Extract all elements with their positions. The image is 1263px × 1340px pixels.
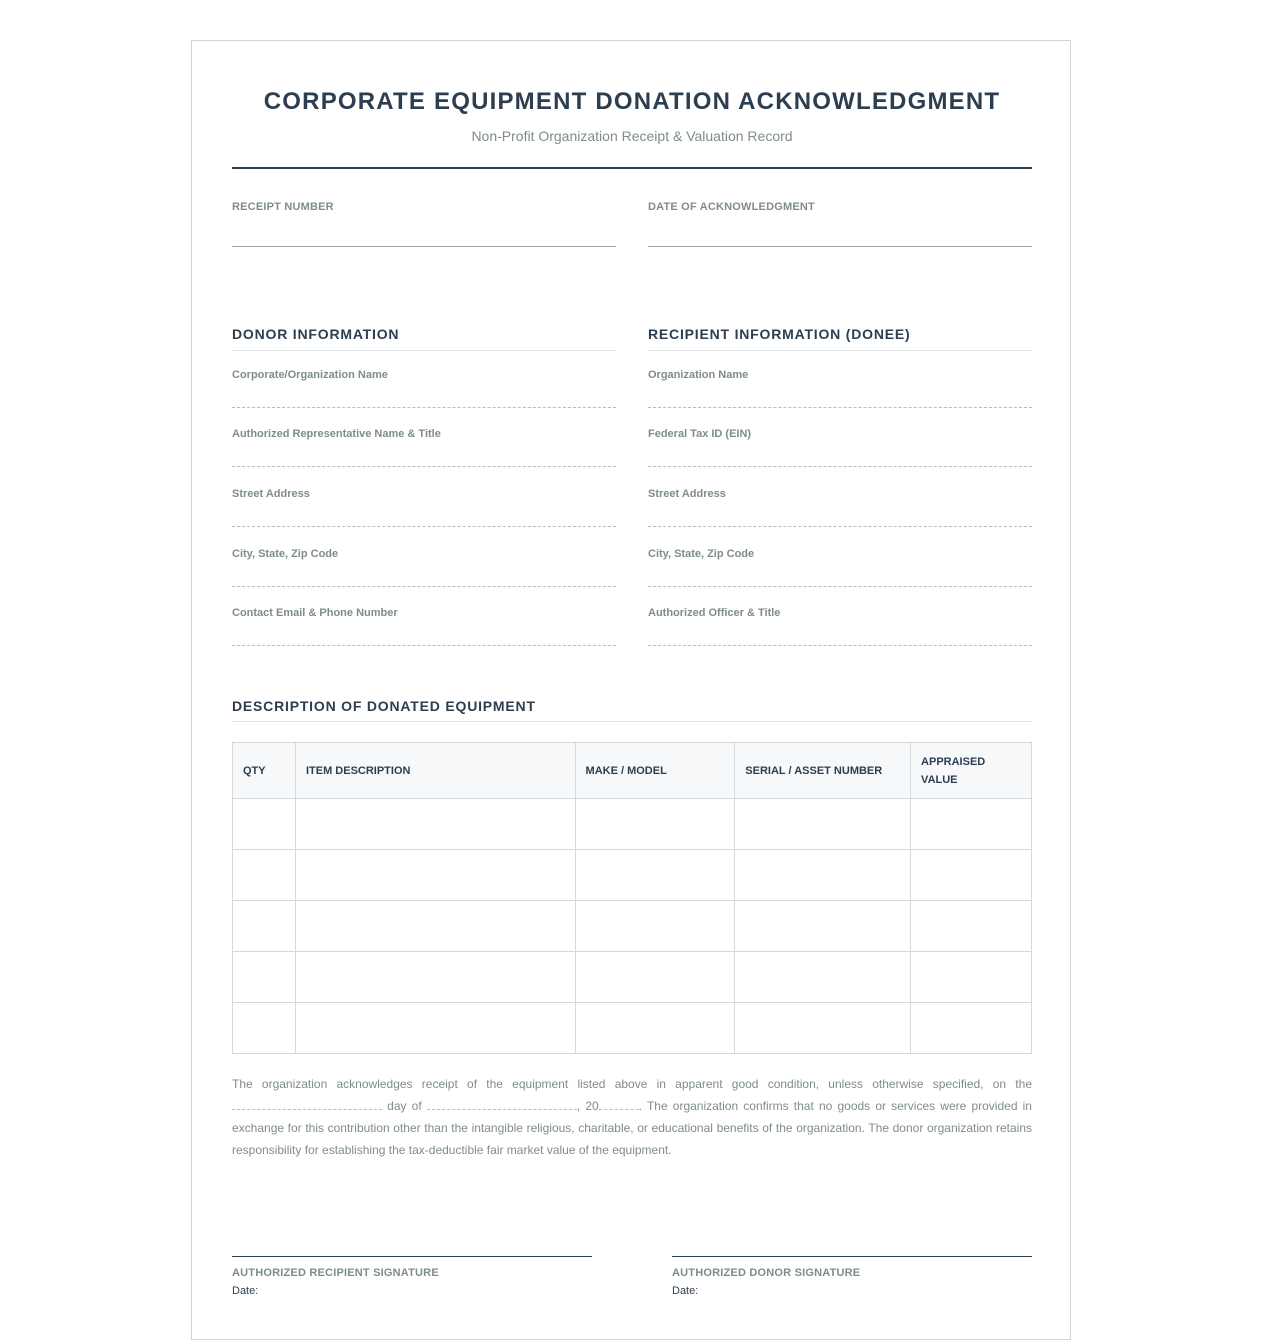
table-cell[interactable]	[295, 799, 575, 850]
recipient-signature-block[interactable]	[232, 1256, 592, 1297]
table-cell[interactable]	[233, 850, 296, 901]
acknowledgment-text-part2: . The organization confirms that no goods or services were provided in exchange for this contribution other than the intangible religious, charitable, or educational benefits of the organization. The donor organization retains responsibility for establishing the tax-deductible fair market value of the equipment.	[232, 1099, 1032, 1157]
table-cell[interactable]	[295, 850, 575, 901]
donor-contact-field[interactable]	[232, 607, 616, 667]
column-header-item-description: ITEM DESCRIPTION	[295, 743, 575, 799]
donor-street-address-field[interactable]	[232, 488, 616, 548]
recipient-signature-label: AUTHORIZED RECIPIENT SIGNATURE	[232, 1267, 439, 1279]
field-label: Street Address	[232, 488, 310, 500]
date-of-acknowledgment-label: DATE OF ACKNOWLEDGMENT	[648, 201, 815, 213]
day-of-text: day of	[387, 1099, 422, 1113]
receipt-number-line	[232, 246, 616, 247]
year-blank[interactable]	[599, 1095, 639, 1110]
recipient-street-address-field[interactable]	[648, 488, 1032, 548]
table-cell[interactable]	[295, 1003, 575, 1054]
donor-city-state-zip-field[interactable]	[232, 548, 616, 608]
table-cell[interactable]	[735, 901, 911, 952]
recipient-section-divider	[648, 350, 1032, 351]
field-label: Authorized Representative Name & Title	[232, 428, 441, 440]
table-row	[233, 901, 1032, 952]
recipient-city-state-zip-field[interactable]	[648, 548, 1032, 608]
table-cell[interactable]	[233, 799, 296, 850]
recipient-ein-field[interactable]	[648, 428, 1032, 488]
year-prefix-text: , 20	[576, 1099, 599, 1113]
field-label: Street Address	[648, 488, 726, 500]
recipient-org-name-field[interactable]	[648, 369, 1032, 429]
column-header-serial-asset: SERIAL / ASSET NUMBER	[735, 743, 911, 799]
table-cell[interactable]	[911, 799, 1032, 850]
field-label: City, State, Zip Code	[232, 548, 339, 560]
donor-signature-label: AUTHORIZED DONOR SIGNATURE	[672, 1267, 861, 1279]
month-blank[interactable]	[427, 1095, 577, 1110]
field-line	[232, 466, 616, 467]
field-line	[232, 407, 616, 408]
field-label: Organization Name	[648, 369, 749, 381]
table-cell[interactable]	[575, 799, 735, 850]
table-cell[interactable]	[575, 901, 735, 952]
field-label: Contact Email & Phone Number	[232, 607, 398, 619]
table-cell[interactable]	[911, 1003, 1032, 1054]
table-row	[233, 1003, 1032, 1054]
donor-date-label: Date:	[672, 1285, 699, 1297]
field-label: Federal Tax ID (EIN)	[648, 428, 752, 440]
table-cell[interactable]	[911, 901, 1032, 952]
document-subtitle: Non-Profit Organization Receipt & Valuation Record	[471, 128, 793, 144]
table-row	[233, 850, 1032, 901]
table-row	[233, 952, 1032, 1003]
table-cell[interactable]	[911, 952, 1032, 1003]
donor-signature-line	[672, 1256, 1032, 1257]
recipient-section-heading: RECIPIENT INFORMATION (DONEE)	[648, 326, 911, 342]
column-header-qty: QTY	[233, 743, 296, 799]
recipient-officer-field[interactable]	[648, 607, 1032, 667]
table-cell[interactable]	[735, 952, 911, 1003]
receipt-number-label: RECEIPT NUMBER	[232, 201, 334, 213]
day-blank[interactable]	[232, 1095, 382, 1110]
field-line	[648, 526, 1032, 527]
field-line	[648, 407, 1032, 408]
donor-representative-field[interactable]	[232, 428, 616, 488]
table-row	[233, 799, 1032, 850]
donor-signature-block[interactable]	[672, 1256, 1032, 1297]
column-header-make-model: MAKE / MODEL	[575, 743, 735, 799]
table-cell[interactable]	[233, 952, 296, 1003]
acknowledgment-text-part1: The organization acknowledges receipt of the equipment listed above in apparent good condition, unless otherwise specified, on the	[232, 1077, 1032, 1091]
donor-section-heading: DONOR INFORMATION	[232, 326, 400, 342]
donor-section-divider	[232, 350, 616, 351]
table-cell[interactable]	[575, 1003, 735, 1054]
document-title: CORPORATE EQUIPMENT DONATION ACKNOWLEDGMENT	[263, 88, 1001, 115]
field-line	[648, 586, 1032, 587]
equipment-table	[232, 742, 1032, 1054]
table-cell[interactable]	[735, 850, 911, 901]
field-line	[648, 645, 1032, 646]
table-header-row	[233, 743, 1032, 799]
table-cell[interactable]	[735, 799, 911, 850]
table-cell[interactable]	[911, 850, 1032, 901]
table-cell[interactable]	[735, 1003, 911, 1054]
column-header-appraised-value: APPRAISED VALUE	[911, 743, 1032, 799]
date-of-acknowledgment-field[interactable]	[648, 201, 1032, 248]
table-cell[interactable]	[575, 850, 735, 901]
receipt-number-field[interactable]	[232, 201, 616, 248]
donor-org-name-field[interactable]	[232, 369, 616, 429]
equipment-section-divider	[232, 721, 1032, 722]
field-line	[232, 645, 616, 646]
recipient-signature-line	[232, 1256, 592, 1257]
field-line	[232, 526, 616, 527]
header-divider	[232, 167, 1032, 169]
date-of-acknowledgment-line	[648, 246, 1032, 247]
table-cell[interactable]	[233, 1003, 296, 1054]
field-line	[648, 466, 1032, 467]
field-line	[232, 586, 616, 587]
table-cell[interactable]	[295, 901, 575, 952]
field-label: Authorized Officer & Title	[648, 607, 781, 619]
acknowledgment-statement	[232, 1073, 1032, 1161]
table-cell[interactable]	[233, 901, 296, 952]
field-label: Corporate/Organization Name	[232, 369, 388, 381]
field-label: City, State, Zip Code	[648, 548, 755, 560]
equipment-section-heading: DESCRIPTION OF DONATED EQUIPMENT	[232, 698, 536, 714]
recipient-date-label: Date:	[232, 1285, 259, 1297]
table-cell[interactable]	[575, 952, 735, 1003]
table-cell[interactable]	[295, 952, 575, 1003]
document-page	[191, 40, 1071, 1340]
